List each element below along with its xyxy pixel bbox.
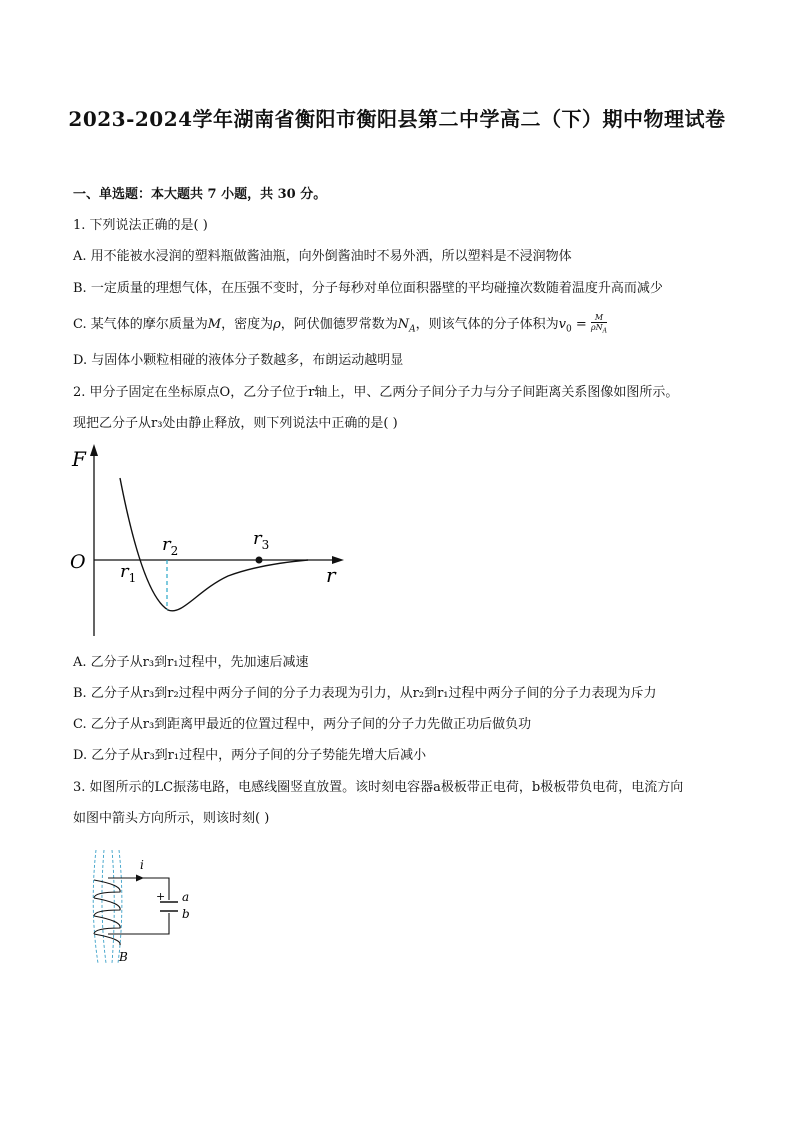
current-label: i <box>140 858 144 872</box>
q1-option-c: C. 某气体的摩尔质量为M，密度为ρ，阿伏伽德罗常数为$N_A$，则该气体的分子体积为$v_0$ = $\frac{M}{\rho N_A}$ <box>73 313 607 335</box>
f-axis-arrow <box>90 444 98 456</box>
lc-circuit-diagram <box>84 845 204 970</box>
q1-option-a: A. 用不能被水浸润的塑料瓶做酱油瓶，向外倒酱油时不易外洒，所以塑料是不浸润物体 <box>73 249 572 264</box>
question-3-stem-line1: 3. 如图所示的LC振荡电路，电感线圈竖直放置。该时刻电容器a极板带正电荷，b极板带负电荷，电流方向 <box>73 780 684 795</box>
field-line <box>112 850 114 963</box>
f-axis-label: F <box>72 447 86 471</box>
r3-label: $r_3$ <box>253 528 270 552</box>
r2-label: $r_2$ <box>162 534 179 558</box>
field-line <box>93 850 98 963</box>
field-label: B <box>119 950 128 964</box>
q2-option-a: A. 乙分子从r₃到r₁过程中，先加速后减速 <box>73 655 309 670</box>
question-2-stem-line2: 现把乙分子从r₃处由静止释放，则下列说法中正确的是( ) <box>73 416 398 431</box>
plate-b-label: b <box>182 907 190 921</box>
field-line <box>102 850 106 963</box>
q1-option-b: B. 一定质量的理想气体，在压强不变时，分子每秒对单位面积器壁的平均碰撞次数随着温度升高而减少 <box>73 281 663 296</box>
exam-title: 2023-2024学年湖南省衡阳市衡阳县第二中学高二（下）期中物理试卷 <box>68 107 726 131</box>
molecular-volume-fraction: $\frac{M}{\rho N_A}$ <box>590 313 607 335</box>
q2-option-b: B. 乙分子从r₃到r₂过程中两分子间的分子力表现为引力，从r₂到r₁过程中两分子间的分子力表现为斥力 <box>73 686 657 701</box>
plate-a-label: a <box>182 890 190 904</box>
origin-label: O <box>70 551 86 573</box>
q1-option-d: D. 与固体小颗粒相碰的液体分子数越多，布朗运动越明显 <box>73 353 404 368</box>
question-1-stem: 1. 下列说法正确的是( ) <box>73 218 208 233</box>
question-2-stem-line1: 2. 甲分子固定在坐标原点O，乙分子位于r轴上，甲、乙两分子间分子力与分子间距离关系图像如图所示。 <box>73 385 679 400</box>
current-arrow-icon <box>136 875 144 882</box>
r-axis-label: r <box>326 563 336 587</box>
plus-sign: + <box>156 890 166 903</box>
inductor-coil <box>94 880 120 945</box>
force-distance-graph <box>60 440 360 645</box>
r3-point <box>256 557 263 564</box>
section-heading: 一、单选题：本大题共 7 小题，共 30 分。 <box>73 187 327 202</box>
question-3-stem-line2: 如图中箭头方向所示，则该时刻( ) <box>73 811 270 826</box>
q2-option-c: C. 乙分子从r₃到距离甲最近的位置过程中，两分子间的分子力先做正功后做负功 <box>73 717 532 732</box>
q2-option-d: D. 乙分子从r₃到r₁过程中，两分子间的分子势能先增大后减小 <box>73 748 427 763</box>
force-curve <box>120 478 308 611</box>
r1-label: $r_1$ <box>120 561 137 585</box>
